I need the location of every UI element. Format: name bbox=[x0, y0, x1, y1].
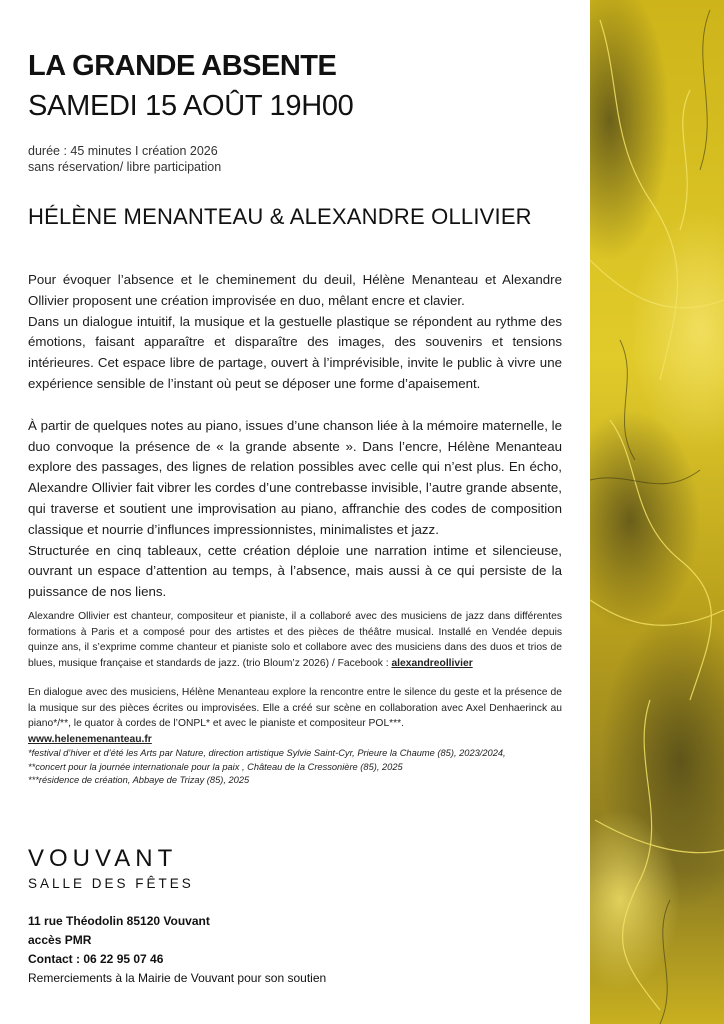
description-paragraph: Pour évoquer l’absence et le cheminement du deuil, Hélène Menanteau et Alexandre Ollivier proposent une création improvisée en duo, mêlant encre et clavier. bbox=[28, 272, 562, 308]
description-paragraph: Structurée en cinq tableaux, cette création déploie une narration intime et silencieuse, ouvrant un espace d’attention au temps, à l’absence, mais aussi à ce qui persiste de la puissance de nos liens. bbox=[28, 542, 562, 600]
venue-thanks: Remerciements à la Mairie de Vouvant pour son soutien bbox=[28, 971, 327, 985]
footnote: *festival d’hiver et d’été les Arts par Nature, direction artistique Sylvie Saint-Cyr, Prieure la Chaume (85), 2023/2024, bbox=[28, 748, 506, 758]
reservation-line: sans réservation/ libre participation bbox=[28, 160, 222, 174]
venue-access: accès PMR bbox=[28, 933, 92, 947]
description-paragraph: Dans un dialogue intuitif, la musique et la gestuelle plastique se répondent au rythme des émotions, faisant apparaître et disparaître des images, des souvenirs et tensions intérieures. Cet espace libre de partage, ouvert à l’imprévisible, invite le public à vivre une expérience sensible de l’instant où peut se déposer une forme d’apaisement. bbox=[28, 313, 562, 391]
website-link[interactable]: www.helenemenanteau.fr bbox=[28, 733, 152, 745]
venue-details bbox=[28, 912, 326, 988]
duration-line: durée : 45 minutes I création 2026 bbox=[28, 144, 218, 158]
bio-menanteau: En dialogue avec des musiciens, Hélène Menanteau explore la rencontre entre le silence du geste et la présence de la musique sur des pièces écrites ou improvisées. Elle a créé sur scène en collaboration avec Axel Denhaerinck au piano*/**, le quator à cordes de l’ONPL* et avec le pianiste et compositeur POL***. bbox=[28, 687, 562, 729]
venue-address: 11 rue Théodolin 85120 Vouvant bbox=[28, 914, 210, 928]
footnotes bbox=[28, 747, 562, 788]
venue-contact: Contact : 06 22 95 07 46 bbox=[28, 952, 164, 966]
artists-heading: HÉLÈNE MENANTEAU & ALEXANDRE OLLIVIER bbox=[28, 204, 532, 229]
event-meta bbox=[28, 143, 221, 175]
description bbox=[28, 270, 562, 603]
venue-hall: SALLE DES FÊTES bbox=[28, 876, 194, 891]
footnote: **concert pour la journée internationale pour la paix , Château de la Cressonière (85), 2025 bbox=[28, 761, 403, 772]
event-title: LA GRANDE ABSENTE bbox=[28, 50, 337, 82]
facebook-link[interactable]: alexandreollivier bbox=[391, 657, 473, 669]
footnote: ***résidence de création, Abbaye de Trizay (85), 2025 bbox=[28, 775, 250, 785]
description-paragraph: À partir de quelques notes au piano, issues d’une chanson liée à la mémoire maternelle, le duo convoque la présence de « la grande absente ». Dans l’encre, Hélène Menanteau explore des passages, des lignes de relation possibles avec celle qui n’est plus. En écho, Alexandre Ollivier fait vibrer les cordes d’une contrebasse invisible, l’autre grande absente, qui traverse et soutient une improvisation au piano, affranchie des codes de composition classique et nourrie d’influnces impressionnistes, minimalistes et jazz. bbox=[28, 417, 562, 537]
venue-town: VOUVANT bbox=[28, 845, 178, 872]
bios bbox=[28, 609, 562, 788]
event-date: SAMEDI 15 AOÛT 19H00 bbox=[28, 90, 354, 122]
ink-artwork-image bbox=[590, 0, 724, 1024]
bio-ollivier: Alexandre Ollivier est chanteur, compositeur et pianiste, il a collaboré avec des musiciens de jazz dans différentes formations à Paris et a composé pour des artistes et des pièces de théâtre musical. Installé en Vendée depuis quinze ans, il s’exprime comme chanteur et pianiste solo et collabore avec des musiciens dans des duos et trios de blues, musique française et standards de jazz. (trio Bloum’z 2026) / Facebook : alexandreollivier bbox=[28, 611, 562, 669]
